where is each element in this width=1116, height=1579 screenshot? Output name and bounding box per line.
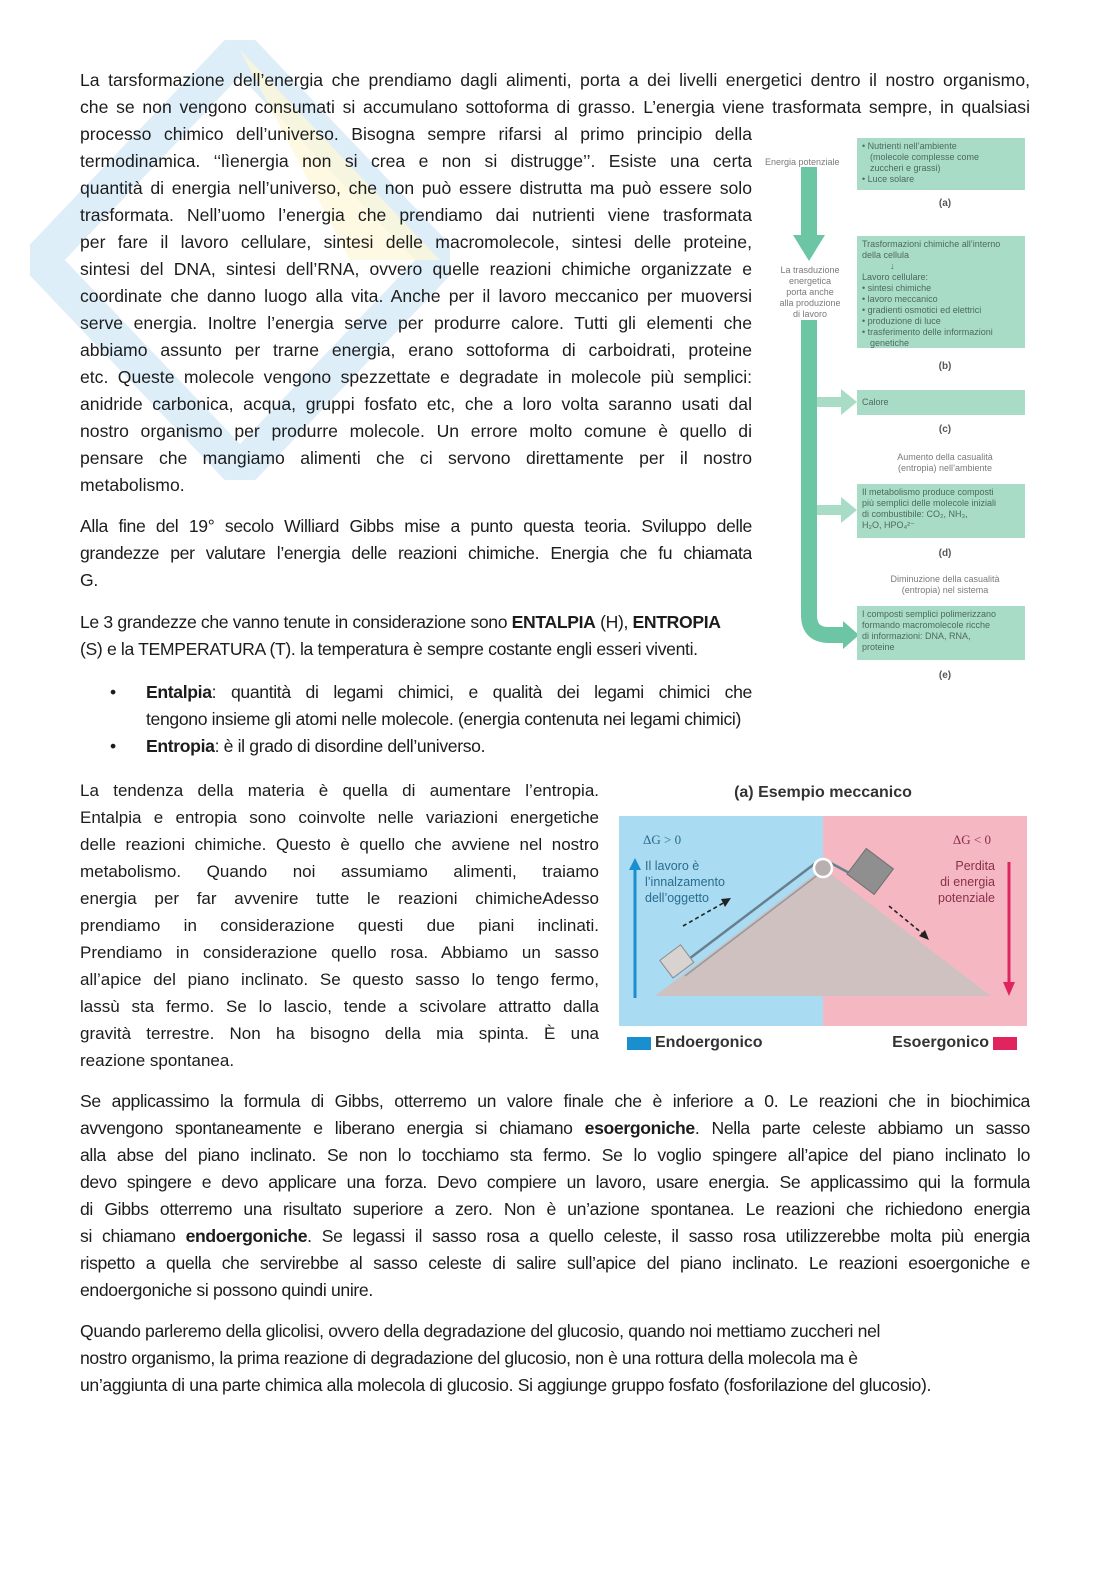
text-line: di combustibile: CO₂, NH₃,	[862, 509, 968, 519]
text-line	[80, 1115, 1030, 1142]
text-line: più semplici delle molecole iniziali	[862, 498, 997, 508]
text-line: • Luce solare	[862, 174, 915, 184]
text-line: porta anche	[786, 287, 834, 297]
text-line: (molecole complesse come	[870, 152, 980, 162]
term-esoergoniche: esoergoniche	[584, 1118, 695, 1138]
text-line: (entropia) nell’ambiente	[897, 463, 993, 473]
text-line: (S) e la TEMPERATURA (T). la temperatura è sempre costante engli esseri viventi.	[80, 639, 698, 659]
text-line: che se non vengono consumati si accumulano sottoforma di grasso. L’energia viene trasformata sempre, in qualsiasi	[80, 97, 1030, 117]
text-line	[80, 609, 760, 636]
text-line: • gradienti osmotici ed elettrici	[862, 305, 982, 315]
legend-esoergonico	[892, 1034, 1017, 1052]
text-line: Il lavoro è	[645, 859, 700, 873]
text-line: nostro organismo, la prima reazione di degradazione del glucosio, non è una rottura della molecola ma è	[80, 1348, 858, 1368]
text-line: Il metabolismo produce composti	[862, 487, 994, 497]
text-line: di energia	[940, 875, 995, 889]
text-line: alla produzione	[779, 298, 841, 308]
text-span: si chiamano	[80, 1226, 186, 1246]
bullet-icon: •	[110, 736, 116, 756]
text-line: tengono insieme gli atomi nelle molecole. (energia contenuta nei legami chimici)	[146, 709, 741, 729]
text-line: Trasformazioni chimiche all’interno	[862, 239, 1001, 249]
label-a: (a)	[938, 198, 952, 209]
delta-g-negative: ΔG < 0	[952, 832, 991, 847]
text-span: : è il grado di disordine dell’universo.	[214, 736, 486, 756]
text-line: formando macromolecole ricche	[862, 620, 991, 630]
text-line: di Gibbs otterremo una risultato superiore a zero. Non è un’azione spontanea. Le reazioni che richiedono energia	[80, 1199, 1030, 1219]
text-line: di lavoro	[792, 309, 828, 319]
text-line: • Nutrienti nell’ambiente	[862, 141, 957, 151]
label-energia-potenziale: Energia potenziale	[765, 157, 840, 167]
term-endoergoniche: endoergoniche	[185, 1226, 308, 1246]
text-line: devo spingere e devo applicare una forza. Devo compiere un lavoro, usare energia. Se applicassimo qui la formula	[80, 1172, 1030, 1192]
text-line: Aumento della casualità	[897, 452, 993, 462]
label-trasduzione	[770, 265, 850, 320]
text-line: delle reazioni chimiche. Questo è quello che avviene nel nostro	[80, 835, 599, 854]
text-line: • lavoro meccanico	[862, 294, 938, 304]
text-line: Lavoro cellulare:	[862, 272, 929, 282]
box-c	[857, 390, 1025, 415]
text-line	[146, 733, 830, 760]
text-line: gravità terrestre. Non ha bisogno della mia spinta. È una	[80, 1024, 599, 1043]
bullet-icon: •	[110, 682, 116, 702]
term-entropia: ENTROPIA	[632, 612, 721, 632]
text-line: lassù sta fermo. Se lo lascio, tende a scivolare attratto dalla	[80, 997, 599, 1016]
text-line: pensare che mangiamo alimenti che ci servono direttamente per il nostro	[80, 448, 752, 468]
term: Entropia	[146, 736, 215, 756]
text-line: coordinate che danno luogo alla vita. Anche per il lavoro meccanico per muoversi	[80, 286, 752, 306]
label-aumento-casualita	[865, 452, 1025, 474]
text-line: alla abse del piano inclinato. Se non lo tocchiamo sta fermo. Se lo voglio spingere all’apice del piano inclinato lo	[80, 1145, 1030, 1165]
text-line: potenziale	[938, 891, 995, 905]
text-line: sintesi del DNA, sintesi dell’RNA, ovvero quelle reazioni chimiche organizzate e	[80, 259, 752, 279]
box-d	[857, 484, 1025, 538]
text-line: Perdita	[955, 859, 995, 873]
text-line: La tendenza della materia è quella di aumentare l’entropia.	[80, 781, 599, 800]
text-line: La trasduzione	[780, 265, 840, 275]
label-d: (d)	[938, 548, 952, 559]
text-span: (H),	[595, 612, 633, 632]
text-line: un’aggiunta di una parte chimica alla molecola di glucosio. Si aggiunge gruppo fosfato (fosforilazione del glucosio).	[80, 1375, 932, 1395]
text-span: . Nella parte celeste abbiamo un sasso	[694, 1118, 1030, 1138]
text-line: serve energia. Inoltre l’energia serve per produrre calore. Tutti gli elementi che	[80, 313, 752, 333]
text-line: metabolismo.	[80, 475, 185, 495]
text-line: etc. Queste molecole vengono spezzettate e degradate in molecole più semplici:	[80, 367, 752, 387]
text-span: . Se legassi il sasso rosa a quello celeste, il sasso rosa utilizzerebbe molta più energia	[307, 1226, 1030, 1246]
left-caption	[645, 858, 725, 906]
term: Entalpia	[146, 682, 212, 702]
legend-label: Endoergonico	[655, 1034, 763, 1051]
text-line: dell’oggetto	[645, 891, 709, 905]
label-c: (c)	[938, 424, 952, 435]
term-entalpia: ENTALPIA	[511, 612, 596, 632]
list-item-entropia	[110, 733, 830, 760]
text-line: G.	[80, 570, 98, 590]
legend-swatch-blue	[627, 1037, 651, 1050]
text-line: proteine	[862, 642, 895, 652]
text-line: trasformata. Nell’uomo l’energia che prendiamo dai nutrienti viene trasformata	[80, 205, 752, 225]
text-span: avvengono spontaneamente e liberano energia si chiamano	[80, 1118, 585, 1138]
text-line: per fare il lavoro cellulare, sintesi delle macromolecole, sintesi delle proteine,	[80, 232, 752, 252]
text-line: anidride carbonica, acqua, gruppi fosfato etc, che a loro volta saranno usati dal	[80, 394, 752, 414]
text-line	[80, 1223, 1030, 1250]
definition-list	[110, 679, 830, 760]
label-b: (b)	[938, 361, 952, 372]
text-line: all’apice del piano inclinato. Se questo sasso lo tengo fermo,	[80, 970, 599, 989]
energy-flow-figure	[765, 135, 1030, 690]
legend-label: Esoergonico	[892, 1034, 989, 1051]
label-diminuzione-casualita	[865, 574, 1025, 596]
text-line: Quando parleremo della glicolisi, ovvero della degradazione del glucosio, quando noi mettiamo zuccheri nel	[80, 1321, 881, 1341]
text-line: processo chimico dell’universo. Bisogna sempre rifarsi al primo principio della	[80, 124, 752, 144]
text-line: Entalpia e entropia sono coinvolte nelle variazioni energetiche	[80, 808, 599, 827]
figure-title: (a) Esempio meccanico	[734, 784, 912, 801]
box-e	[857, 606, 1025, 660]
text-line: abbiamo assunto per trarne energia, erano sottoforma di carboidrati, proteine	[80, 340, 752, 360]
arrow-down-icon: ↓	[890, 261, 895, 271]
text-line: • sintesi chimiche	[862, 283, 932, 293]
text-line: H₂O, HPO₄²⁻	[862, 520, 915, 530]
text-line: La tarsformazione dell’energia che prendiamo dagli alimenti, porta a dei livelli energetici dentro il nostro organismo,	[80, 70, 1030, 90]
text-line: della cellula	[862, 250, 910, 260]
text-span: Le 3 grandezze che vanno tenute in considerazione sono	[80, 612, 512, 632]
text-line: grandezze per valutare l’energia delle reazioni chimiche. Energia che fu chiamata	[80, 543, 752, 563]
text-line	[146, 679, 752, 706]
text-line: (entropia) nel sistema	[901, 585, 989, 595]
text-line: • trasferimento delle informazioni	[862, 327, 993, 337]
list-item-entalpia	[110, 679, 830, 733]
gibbs-paragraph	[80, 513, 752, 594]
text-line: Diminuzione della casualità	[890, 574, 1000, 584]
glicolisi-paragraph	[80, 1318, 1040, 1399]
legend-endoergonico	[627, 1034, 763, 1052]
text-line: di informazioni: DNA, RNA,	[862, 631, 971, 641]
text-line: Calore	[862, 397, 889, 407]
text-line: termodinamica. ‘‘lìenergia non si crea e non si distrugge’’. Esiste una certa	[80, 151, 752, 171]
intro-paragraph	[80, 67, 1030, 121]
text-line: I composti semplici polimerizzano	[862, 609, 997, 619]
text-line: nostro organismo per produrre molecole. Un errore molto comune è quello di	[80, 421, 752, 441]
label-e: (e)	[938, 670, 952, 681]
right-caption	[938, 858, 995, 906]
gibbs-formula-paragraph	[80, 1088, 1030, 1304]
delta-g-positive: ΔG > 0	[643, 832, 682, 847]
text-line: genetiche	[870, 338, 910, 348]
quantities-paragraph	[80, 609, 760, 663]
box-a	[857, 138, 1025, 190]
text-line: metabolismo. Quando noi assumiamo alimenti, traiamo	[80, 862, 599, 881]
text-line: endoergoniche si possono quindi unire.	[80, 1280, 373, 1300]
text-line: rispetto a quella che servirebbe al sasso celeste di salire sull’apice del piano inclinato. Le reazioni esoergoniche e	[80, 1253, 1030, 1273]
text-line: • produzione di luce	[862, 316, 941, 326]
text-line: Alla fine del 19° secolo Williard Gibbs mise a punto questa teoria. Sviluppo delle	[80, 516, 752, 536]
text-line: energetica	[788, 276, 832, 286]
text-line: Se applicassimo la formula di Gibbs, otterremo un valore finale che è inferiore a 0. Le reazioni che in biochimica	[80, 1091, 1030, 1111]
text-line: prendiamo in considerazione questi due piani inclinati.	[80, 916, 599, 935]
mechanical-example-figure	[617, 784, 1029, 1064]
tendency-paragraph	[80, 777, 599, 1074]
intro-paragraph-narrow	[80, 121, 752, 499]
box-b	[857, 236, 1025, 348]
text-line: reazione spontanea.	[80, 1051, 235, 1070]
legend-swatch-red	[993, 1037, 1017, 1050]
text-line: zuccheri e grassi)	[870, 163, 941, 173]
text-line: energia per far avvenire tutte le reazioni chimicheAdesso	[80, 889, 599, 908]
text-line: l’innalzamento	[645, 875, 725, 889]
text-line: Prendiamo in considerazione quello rosa. Abbiamo un sasso	[80, 943, 599, 962]
text-line: quantità di energia nell’universo, che non può essere distrutta ma può essere solo	[80, 178, 752, 198]
text-span: : quantità di legami chimici, e qualità dei legami chimici che	[211, 682, 752, 702]
